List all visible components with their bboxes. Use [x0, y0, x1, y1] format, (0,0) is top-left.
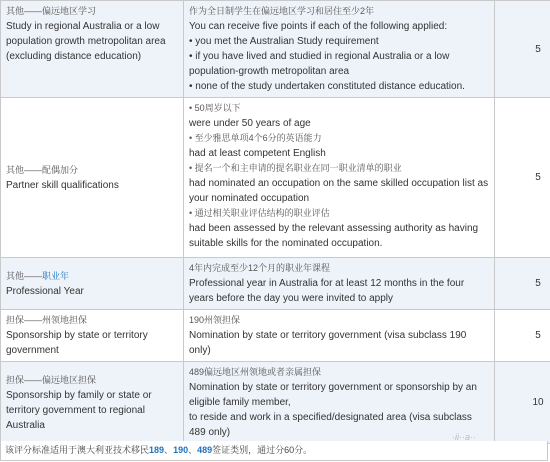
desc-line: 489偏远地区州领地或者亲属担保	[189, 367, 322, 377]
factor-cn: 其他——配偶加分	[6, 164, 79, 175]
factor-cell	[1, 1, 184, 98]
factor-cn: 担保——州领地担保	[6, 315, 88, 325]
points-cell: 5	[495, 310, 550, 362]
desc-line: had been assessed by the relevant assessing authority as having suitable skills for the nominated occupation.	[189, 223, 479, 249]
footnote-subclass-489: 489	[197, 445, 213, 455]
factor-cell	[1, 310, 184, 362]
factor-en: Sponsorship by state or territory government	[6, 330, 148, 356]
description-cell	[184, 98, 495, 258]
footnote-suffix: 签证类别，通过分60分。	[212, 445, 313, 455]
desc-line: • 提名一个和主申请的提名职业在同一职业清单的职业	[189, 163, 402, 173]
desc-line: had nominated an occupation on the same skilled occupation list as your nominated occupation	[189, 178, 489, 204]
desc-line: were under 50 years of age	[189, 118, 311, 129]
points-cell: 5	[495, 98, 550, 258]
footnote-separator: 、	[188, 445, 198, 455]
desc-line: Nomination by state or territory government (visa subclass 190 only)	[189, 330, 467, 356]
factor-cn: 担保——偏远地区担保	[6, 374, 97, 385]
factor-en: Partner skill qualifications	[6, 179, 119, 191]
description-cell	[184, 310, 495, 362]
desc-line: You can receive five points if each of the following applied:	[189, 21, 448, 32]
watermark: ·ii··a··	[452, 432, 476, 442]
desc-line: 190州领担保	[189, 315, 241, 325]
description-cell	[184, 258, 495, 310]
factor-en: Study in regional Australia or a low population growth metropolitan area (excluding distance education)	[6, 21, 166, 62]
factor-cell	[1, 258, 184, 310]
factor-cn-highlight: 职业年	[42, 270, 70, 281]
points-cell: 5	[495, 1, 550, 98]
desc-line: • 通过相关职业评估结构的职业评估	[189, 208, 330, 218]
table-row	[1, 1, 550, 98]
desc-line: 4年内完成至少12个月的职业年课程	[189, 263, 331, 273]
desc-line: • you met the Australian Study requirement	[189, 36, 379, 47]
table-row	[1, 258, 550, 310]
factor-en: Sponsorship by family or state or territory government to regional Australia	[6, 389, 152, 431]
points-cell: 5	[495, 258, 550, 310]
points-cell: 10	[495, 362, 550, 444]
factor-cn: 其他——偏远地区学习	[6, 6, 97, 16]
desc-line: Nomination by state or territory government or sponsorship by an eligible family member,	[189, 382, 477, 408]
footnote-subclass-189: 189	[149, 445, 165, 455]
table-row	[1, 98, 550, 258]
description-cell	[184, 362, 495, 444]
footnote-separator: 、	[164, 445, 174, 455]
desc-line: • if you have lived and studied in regional Australia or a low population-growth metropolitan area	[189, 51, 450, 77]
desc-line: • none of the study undertaken constituted distance education.	[189, 81, 465, 92]
desc-line: Professional year in Australia for at least 12 months in the four years before the day you were invited to apply	[189, 278, 465, 304]
factor-en: Professional Year	[6, 285, 84, 297]
factor-cn	[6, 269, 178, 284]
factor-cell	[1, 362, 184, 444]
desc-line: 作为全日制学生在偏远地区学习和居住至少2年	[189, 6, 375, 16]
footnote-prefix: 该评分标准适用于澳大利亚技术移民	[5, 445, 150, 455]
factor-cell	[1, 98, 184, 258]
factor-cn-prefix: 其他——	[6, 270, 43, 281]
description-cell	[184, 1, 495, 98]
desc-line: • 至少雅思单项4个6分的英语能力	[189, 133, 322, 143]
footnote-subclass-190: 190	[173, 445, 189, 455]
footnote	[0, 441, 548, 461]
desc-line: had at least competent English	[189, 148, 326, 159]
table-row	[1, 310, 550, 362]
desc-line: • 50周岁以下	[189, 103, 241, 113]
desc-line: to reside and work in a specified/designated area (visa subclass 489 only)	[189, 412, 472, 438]
